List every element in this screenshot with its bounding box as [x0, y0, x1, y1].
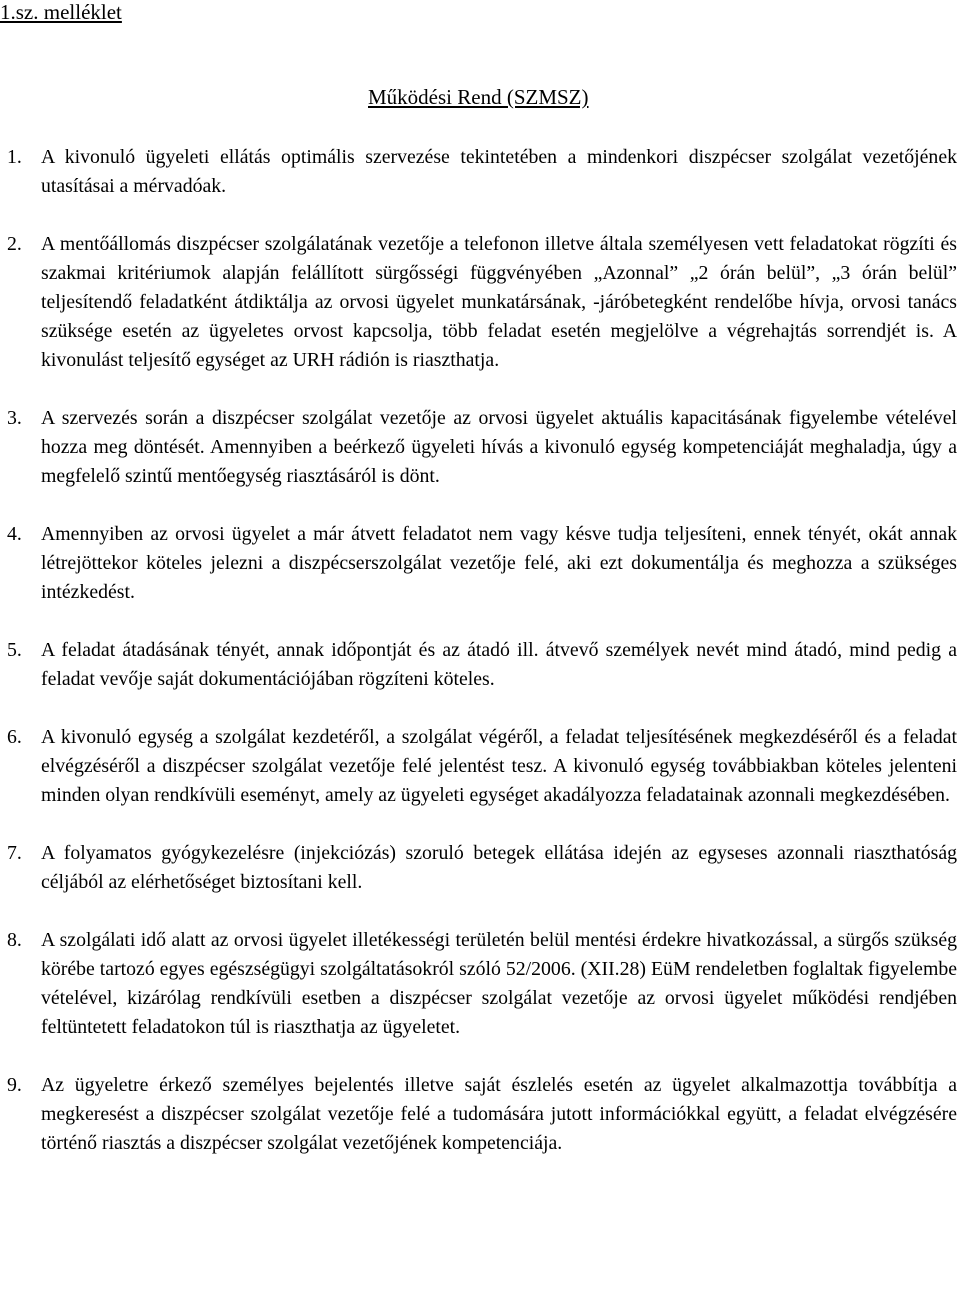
numbered-list: [0, 143, 957, 1187]
list-item: [0, 230, 957, 375]
list-item: [0, 404, 957, 491]
item-text: A kivonuló ügyeleti ellátás optimális szervezése tekintetében a mindenkori diszpécser szolgálat vezetőjének utasításai a mérvadóak.: [41, 146, 957, 197]
item-text: A szervezés során a diszpécser szolgálat vezetője az orvosi ügyelet aktuális kapacitásának figyelembe vételével hozza meg döntését. Amennyiben a beérkező ügyeleti hívás a kivonuló egység kompetenciáját meghaladja, úgy a megfelelő szintű mentőegység riasztásáról is dönt.: [41, 407, 957, 487]
item-number: 2.: [7, 233, 22, 255]
item-text: A kivonuló egység a szolgálat kezdetéről, a szolgálat végéről, a feladat teljesítésének megkezdéséről és a feladat elvégzéséről a diszpécser szolgálat vezetője felé jelentést tesz. A kivonuló egység továbbiakban köteles jelenteni minden olyan rendkívüli eseményt, amely az ügyeleti egységet akadályozza feladatainak azonnali megkezdésében.: [41, 726, 957, 806]
item-text: A mentőállomás diszpécser szolgálatának vezetője a telefonon illetve általa személyesen vett feladatokat rögzíti és szakmai kritériumok alapján felállított sürgősségi függvényében „Azonnal” „2 órán belül”, „3 órán belül” teljesítendő feladatként átdiktálja az orvosi ügyelet munkatársának, -járóbetegként rendelőbe hívja, orvosi tanács szüksége esetén az ügyeletes orvost kapcsolja, több feladat esetén megjelölve a végrehajtás sorrendjét is. A kivonulást teljesítő egységet az URH rádión is riaszthatja.: [41, 233, 957, 371]
list-item: [0, 723, 957, 810]
list-item: [0, 143, 957, 201]
item-number: 7.: [7, 842, 22, 864]
list-item: [0, 926, 957, 1042]
list-item: [0, 839, 957, 897]
document-title: Működési Rend (SZMSZ): [368, 85, 589, 109]
list-item: [0, 636, 957, 694]
list-item: [0, 520, 957, 607]
item-text: A folyamatos gyógykezelésre (injekciózás) szoruló betegek ellátása idején az egyseses azonnali riaszthatóság céljából az elérhetőséget biztosítani kell.: [41, 842, 957, 893]
item-number: 1.: [7, 146, 22, 168]
item-number: 6.: [7, 726, 22, 748]
item-number: 5.: [7, 639, 22, 661]
item-text: Amennyiben az orvosi ügyelet a már átvett feladatot nem vagy késve tudja teljesíteni, ennek tényét, okát annak létrejöttekor köteles jelezni a diszpécserszolgálat vezetője felé, aki ezt dokumentálja és meghozza a szükséges intézkedést.: [41, 523, 957, 603]
item-text: A szolgálati idő alatt az orvosi ügyelet illetékességi területén belül mentési érdekre hivatkozással, a sürgős szükség körébe tartozó egyes egészségügyi szolgáltatásokról szóló 52/2006. (XII.28) EüM rendeletben foglaltak figyelembe vételével, kizárólag rendkívüli esetben a diszpécser szolgálat vezetője az orvosi ügyelet működési rendjében feltüntetett feladatokon túl is riaszthatja az ügyeletet.: [41, 929, 957, 1038]
item-number: 9.: [7, 1074, 22, 1096]
list-item: [0, 1071, 957, 1158]
item-text: Az ügyeletre érkező személyes bejelentés illetve saját észlelés esetén az ügyelet alkalmazottja továbbítja a megkeresést a diszpécser szolgálat vezetője felé a tudomására jutott információkkal együtt, a feladat elvégzésére történő riasztás a diszpécser szolgálat vezetőjének kompetenciája.: [41, 1074, 957, 1154]
item-text: A feladat átadásának tényét, annak időpontját és az átadó ill. átvevő személyek nevét mind átadó, mind pedig a feladat vevője saját dokumentációjában rögzíteni köteles.: [41, 639, 957, 690]
item-number: 3.: [7, 407, 22, 429]
item-number: 8.: [7, 929, 22, 951]
annex-label: 1.sz. melléklet: [0, 0, 122, 24]
item-number: 4.: [7, 523, 22, 545]
